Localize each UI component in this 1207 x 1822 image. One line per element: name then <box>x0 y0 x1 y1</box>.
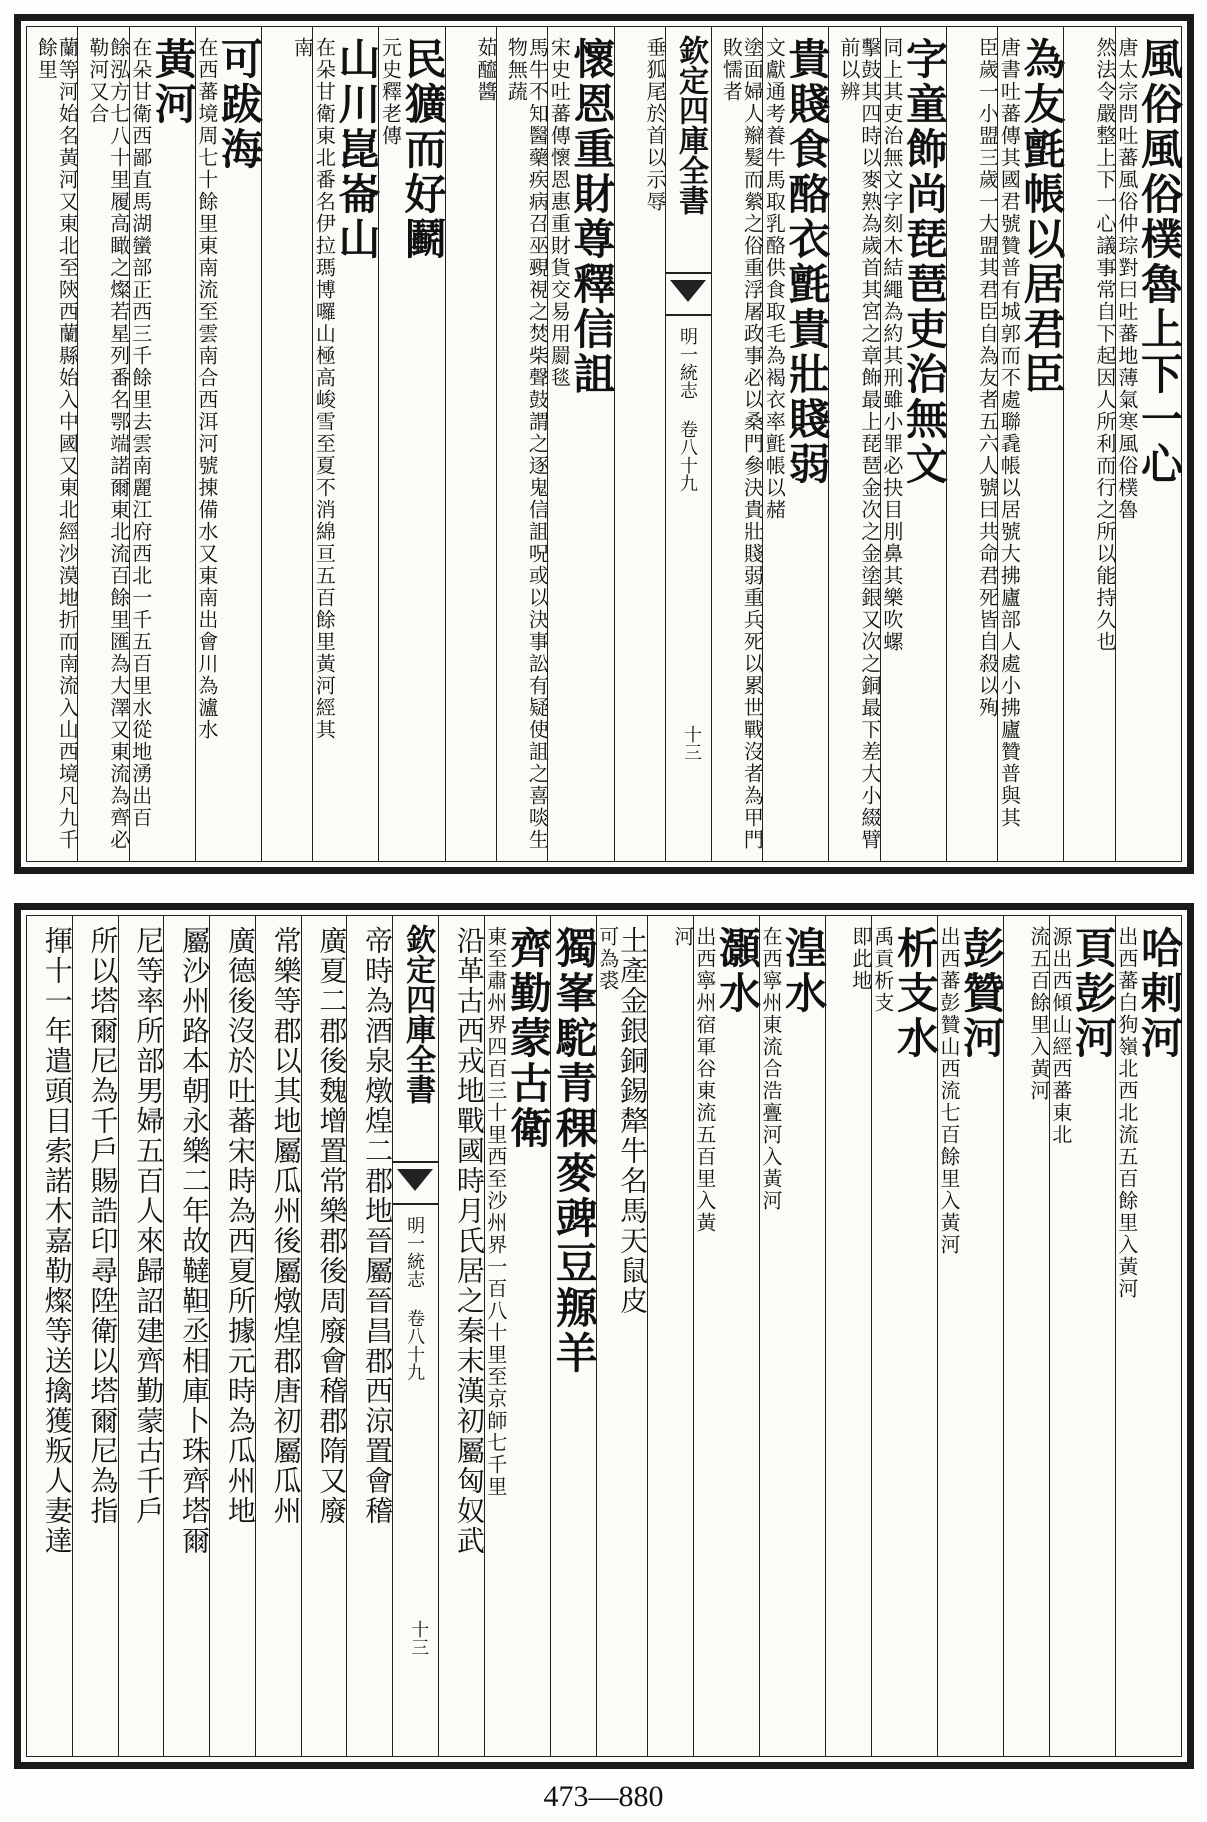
text-column <box>1003 916 1049 1756</box>
main-text: 貴賤食酪衣氈貴壯賤弱 <box>782 37 832 487</box>
annotation-text: 文獻通考養牛馬取乳酪供食取毛為褐衣率氈帳以赭 <box>762 37 787 521</box>
text-column <box>595 916 650 1756</box>
text-column <box>496 27 550 861</box>
text-column <box>209 916 255 1756</box>
text-column <box>1063 27 1117 861</box>
text-column <box>549 916 599 1756</box>
main-text: 尼等率所部男婦五百人來歸詔建齊勤蒙古千戶 <box>132 926 166 1526</box>
main-text: 彭贊河 <box>957 926 1007 1061</box>
text-column <box>77 27 131 861</box>
text-column <box>163 916 212 1756</box>
main-text: 揮十一年遣頭目索諾木嘉勒燦等送擒獲叛人妻達 <box>40 926 74 1556</box>
annotation-text: 垂狐尾於首以示辱 <box>642 37 667 213</box>
book-spine-center <box>392 916 438 1756</box>
annotation-text: 唐書吐蕃傳其國君號贊普有城郭而不處聯毳帳以居號大拂廬部人處小拂廬贊普與其 <box>997 37 1022 829</box>
annotation-text: 然法令嚴整上下一心議事常自下起因人所利而行之所以能持久也 <box>1092 37 1117 653</box>
main-text: 哈剌河 <box>1135 926 1184 1061</box>
main-text: 字童飾尚琵琶吏治無文 <box>899 37 949 487</box>
text-column <box>547 27 617 861</box>
text-column <box>312 27 382 861</box>
spine-title: 欽定四庫全書 <box>400 924 436 1104</box>
main-text: 為友氈帳以居君臣 <box>1017 37 1067 397</box>
page-number: 473—880 <box>543 1780 664 1813</box>
spine-page-number: 十三 <box>680 725 702 761</box>
text-column <box>301 916 347 1756</box>
main-text: 懷恩重財尊釋信詛 <box>567 37 617 397</box>
text-column <box>711 27 765 861</box>
text-column <box>614 27 665 861</box>
text-column <box>72 916 118 1756</box>
main-text: 齊勤蒙古衛 <box>503 926 553 1151</box>
text-column <box>255 916 301 1756</box>
main-text: 黃河 <box>148 37 198 127</box>
text-column <box>346 916 395 1756</box>
annotation-text: 擊鼓其四時以麥熟為歲首其宮之章飾最上琵琶金次之金塗銀又次之銅最下差大小綴臂前以辨 <box>836 37 882 851</box>
annotation-text: 唐太宗問吐蕃風俗仲琮對曰吐蕃地薄氣寒風俗樸魯 <box>1114 37 1139 521</box>
text-column <box>128 27 198 861</box>
annotation-text: 源出西傾山經西蕃東北 <box>1048 926 1073 1146</box>
main-text: 湟水 <box>779 926 829 1016</box>
main-text: 屬沙州路本朝永樂二年故韃靼丞相庫卜珠齊塔爾 <box>178 926 212 1556</box>
main-text: 風俗風俗樸魯上下一心 <box>1135 37 1184 487</box>
main-text: 常樂等郡以其地屬瓜州後屬燉煌郡唐初屬瓜州 <box>269 926 303 1526</box>
text-column <box>870 916 940 1756</box>
text-column <box>1114 27 1184 861</box>
main-text: 析支水 <box>890 926 940 1061</box>
text-column <box>378 27 448 861</box>
main-text: 獨峯駝青稞麥豍豆羱羊 <box>549 926 599 1376</box>
text-column <box>194 27 264 861</box>
text-column <box>759 916 829 1756</box>
annotation-text: 在西寧州東流合浩亹河入黃河 <box>759 926 783 1212</box>
text-column <box>997 27 1067 861</box>
text-column <box>647 916 693 1756</box>
fish-tail-mark-icon <box>393 1161 438 1205</box>
text-column <box>118 916 164 1756</box>
annotation-text: 茹醯醬 <box>474 37 498 103</box>
annotation-text: 即此地 <box>848 926 873 992</box>
text-column <box>445 27 496 861</box>
annotation-text: 出西蕃彭贊山西流七百餘里入黃河 <box>936 926 961 1256</box>
main-text: 帝時為酒泉燉煌二郡地晉屬晉昌郡西涼置會稽 <box>361 926 395 1526</box>
main-text: 廣德後沒於吐蕃宋時為西夏所據元時為瓜州地 <box>223 926 257 1526</box>
annotation-text: 馬牛不知醫藥疾病召巫覡視之焚柴聲鼓謂之逐鬼信詛呪或以決事訟有疑使詛之喜啖生物無蔬 <box>504 37 550 851</box>
top-page-columns <box>26 26 1182 862</box>
spine-volume: 明一統志 卷八十九 <box>404 1216 426 1381</box>
spine-page-number: 十三 <box>408 1620 430 1656</box>
annotation-text: 元史釋老傳 <box>378 37 403 147</box>
annotation-text: 河 <box>670 926 695 948</box>
main-text: 所以塔爾尼為千戶賜誥印尋陞衛以塔爾尼為指 <box>86 926 120 1526</box>
text-column <box>879 27 949 861</box>
annotation-text: 蘭等河始名黃河又東北至陝西蘭縣始入中國又東北經沙漠地折而南流入山西境凡九千餘里 <box>34 37 80 851</box>
main-text: 頁彭河 <box>1068 926 1118 1061</box>
annotation-text: 餘泓方七八十里履高瞰之燦若星列番名鄂端諾爾東北流百餘里匯為大澤又東流為齊必勒河又合 <box>85 37 131 851</box>
text-column <box>825 916 871 1756</box>
book-spine-center <box>665 27 711 861</box>
annotation-text: 禹貢析支 <box>870 926 895 1014</box>
text-column <box>1114 916 1184 1756</box>
fish-tail-mark-icon <box>666 272 711 316</box>
text-column <box>483 916 553 1756</box>
text-column <box>27 916 72 1756</box>
annotation-text: 同上其吏治無文字刻木結繩為約其刑雖小罪必抉目刖鼻其樂吹螺 <box>879 37 904 653</box>
text-column <box>946 27 1000 861</box>
text-column <box>828 27 882 861</box>
text-column <box>261 27 315 861</box>
text-column <box>936 916 1007 1756</box>
main-text: 山川崑崙山 <box>332 37 382 262</box>
spine-volume: 明一統志 卷八十九 <box>676 327 698 492</box>
main-text: 廣夏二郡後魏增置常樂郡後周廢會稽郡隋又廢 <box>315 926 349 1526</box>
annotation-text: 出西蕃白狗嶺北西北流五百餘里入黃河 <box>1114 926 1139 1300</box>
text-column <box>1048 916 1118 1756</box>
annotation-text: 在西蕃境周七十餘里東南流至雲南合西洱河號㨂備水又東南出會川為瀘水 <box>194 37 219 741</box>
annotation-text: 在朵甘衛東北番名伊拉瑪博囉山極高峻雪至夏不消綿亘五百餘里黃河經其 <box>312 37 337 741</box>
annotation-text: 可為裘 <box>595 926 620 992</box>
bottom-page <box>14 903 1194 1769</box>
spine-title: 欽定四庫全書 <box>672 35 708 215</box>
text-column <box>692 916 762 1756</box>
annotation-text: 塗面婦人辮髮而縈之俗重浮屠政事必以桑門參決貴壯賤弱重兵死以累世戰沒者為甲門敗懦者 <box>719 37 765 851</box>
main-text: 灝水 <box>713 926 762 1016</box>
bottom-page-columns <box>26 915 1182 1757</box>
main-text: 可跋海 <box>214 37 264 172</box>
annotation-text: 出西寧州宿軍谷東流五百里入黃 <box>692 926 717 1234</box>
annotation-text: 東至肅州界四百三十里西至沙州界一百八十里至京師七千里 <box>483 926 508 1498</box>
annotation-text: 臣歲一小盟三歲一大盟其君臣自為友者五六人號曰共命君死皆自殺以殉 <box>975 37 1000 719</box>
main-text: 沿革古西戎地戰國時月氏居之秦末漢初屬匈奴武 <box>452 926 486 1556</box>
top-page <box>14 14 1194 874</box>
text-column <box>762 27 832 861</box>
text-column <box>27 27 80 861</box>
main-text: 土產金銀銅錫犛牛名馬天鼠皮 <box>616 926 650 1316</box>
annotation-text: 宋史吐蕃傳懷恩惠重財貨交易用罽毯 <box>547 37 572 389</box>
annotation-text: 流五百餘里入黃河 <box>1026 926 1051 1102</box>
text-column <box>438 916 484 1756</box>
annotation-text: 南 <box>290 37 315 59</box>
main-text: 民獷而好鬬 <box>398 37 448 262</box>
annotation-text: 在朵甘衛西鄙直馬湖蠻部正西三千餘里去雲南麗江府西北一千五百里水從地湧出百 <box>128 37 153 829</box>
